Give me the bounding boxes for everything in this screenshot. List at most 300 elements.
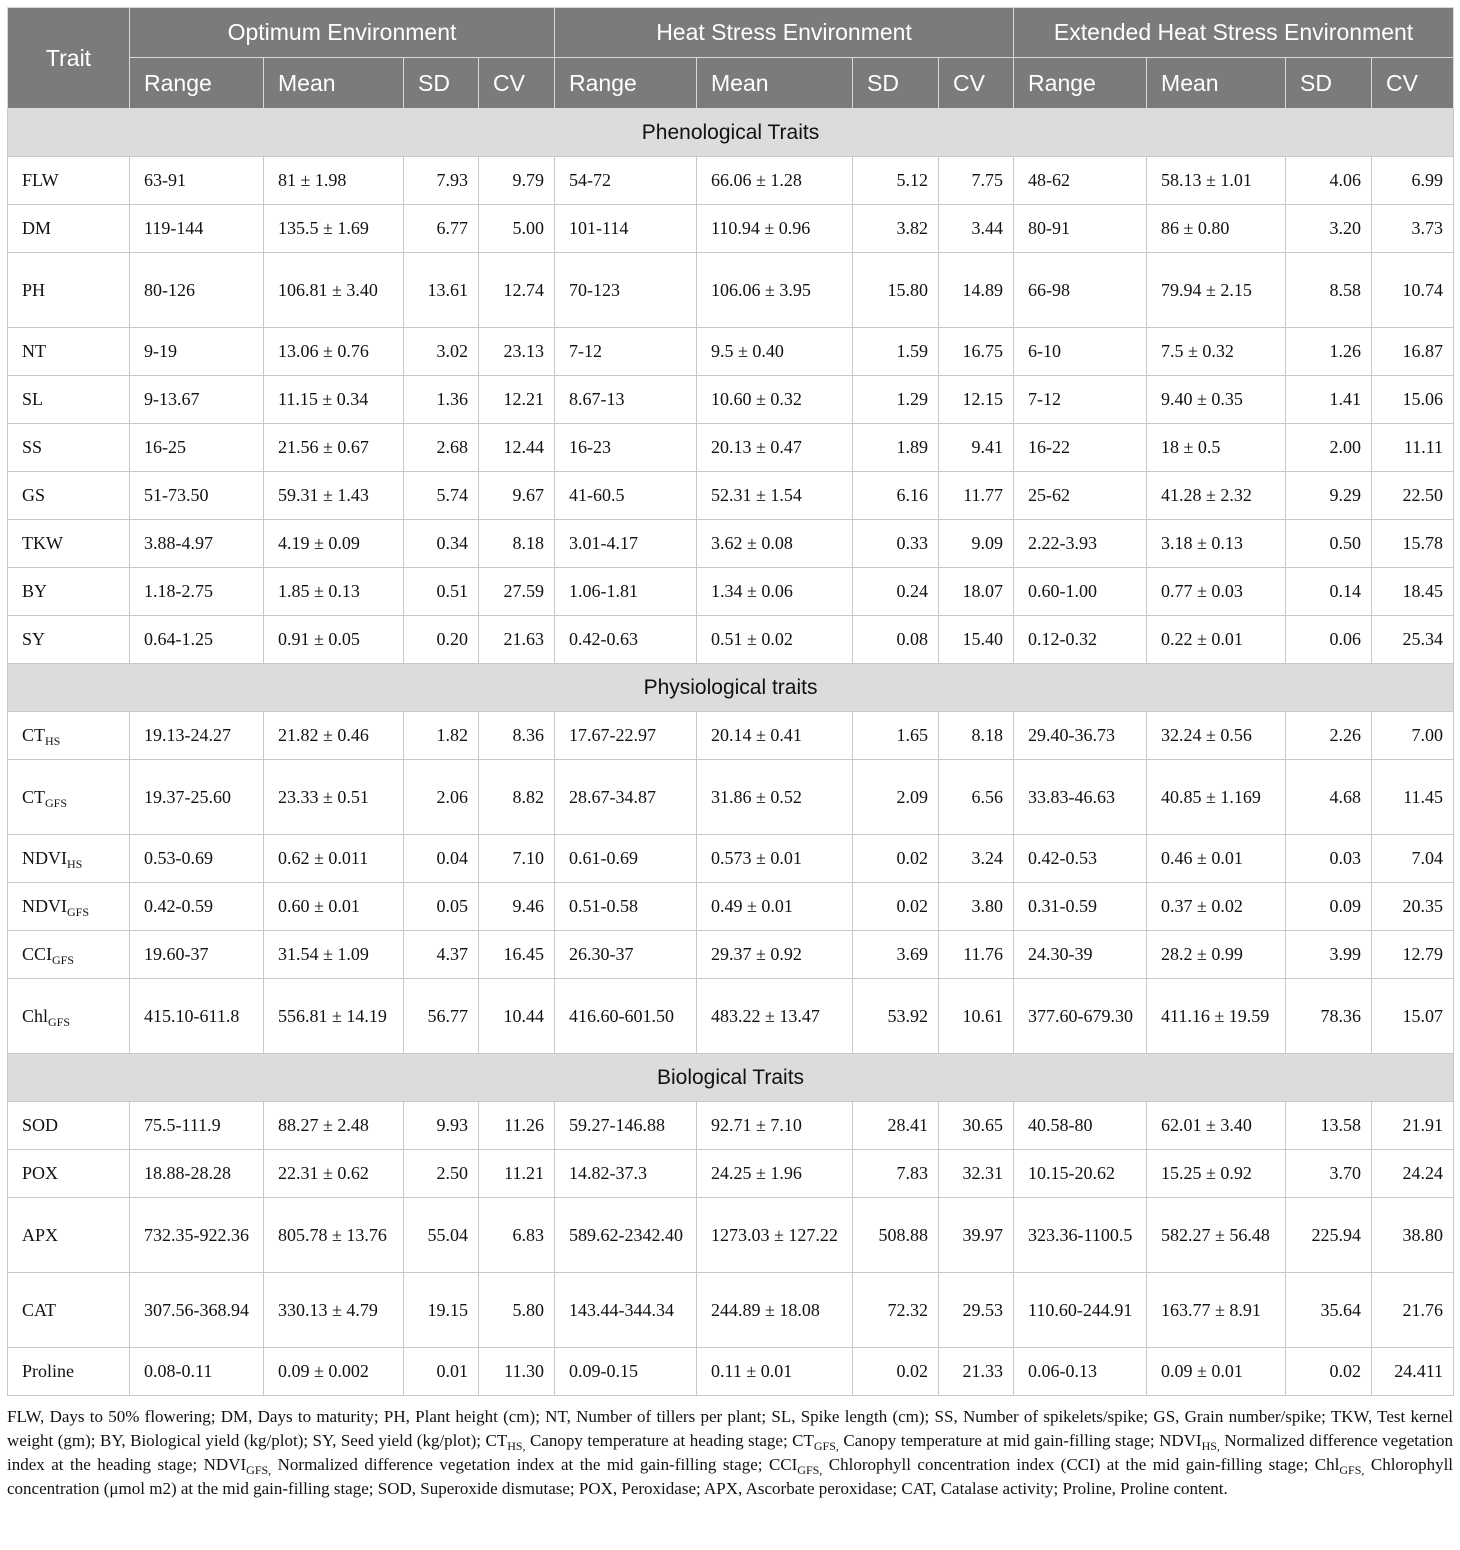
sd-cell: 7.93: [404, 157, 479, 205]
range-cell: 17.67-22.97: [555, 712, 697, 760]
range-cell: 732.35-922.36: [130, 1198, 264, 1273]
table-row: [8, 376, 1454, 424]
mean-cell: 10.60 ± 0.32: [697, 376, 853, 424]
sd-cell: 3.20: [1286, 205, 1372, 253]
cv-cell: 9.46: [479, 883, 555, 931]
cv-cell: 6.56: [939, 760, 1014, 835]
trait-name: SS: [22, 437, 43, 457]
sd-cell: 1.65: [853, 712, 939, 760]
sd-cell: 0.14: [1286, 568, 1372, 616]
header-sd: SD: [404, 58, 479, 109]
trait-name: Chl: [22, 1005, 49, 1026]
trait-cell: [8, 616, 130, 664]
range-cell: 80-126: [130, 253, 264, 328]
table-row: [8, 616, 1454, 664]
sd-cell: 2.50: [404, 1150, 479, 1198]
mean-cell: 0.46 ± 0.01: [1147, 835, 1286, 883]
mean-cell: 4.19 ± 0.09: [264, 520, 404, 568]
cv-cell: 11.11: [1372, 424, 1454, 472]
table-row: [8, 835, 1454, 883]
range-cell: 415.10-611.8: [130, 979, 264, 1054]
cv-cell: 11.21: [479, 1150, 555, 1198]
mean-cell: 20.13 ± 0.47: [697, 424, 853, 472]
sd-cell: 8.58: [1286, 253, 1372, 328]
trait-cell: [8, 253, 130, 328]
range-cell: 16-22: [1014, 424, 1147, 472]
sd-cell: 9.93: [404, 1102, 479, 1150]
cv-cell: 6.83: [479, 1198, 555, 1273]
cv-cell: 23.13: [479, 328, 555, 376]
sd-cell: 1.26: [1286, 328, 1372, 376]
trait-name: CCI: [22, 944, 53, 964]
trait-subscript: GFS: [67, 905, 90, 919]
range-cell: 0.51-0.58: [555, 883, 697, 931]
section-row: [8, 1054, 1454, 1102]
range-cell: 19.60-37: [130, 931, 264, 979]
sd-cell: 1.89: [853, 424, 939, 472]
sd-cell: 7.83: [853, 1150, 939, 1198]
header-trait: Trait: [8, 8, 130, 109]
mean-cell: 86 ± 0.80: [1147, 205, 1286, 253]
footnote-text: Normalized difference vegetation index at the mid gain-filling stage; CCI: [271, 1455, 798, 1474]
cv-cell: 3.80: [939, 883, 1014, 931]
cv-cell: 11.76: [939, 931, 1014, 979]
table-row: [8, 1348, 1454, 1396]
cv-cell: 15.07: [1372, 979, 1454, 1054]
cv-cell: 12.21: [479, 376, 555, 424]
section-row: [8, 109, 1454, 157]
sd-cell: 0.50: [1286, 520, 1372, 568]
range-cell: 0.09-0.15: [555, 1348, 697, 1396]
mean-cell: 81 ± 1.98: [264, 157, 404, 205]
sd-cell: 3.69: [853, 931, 939, 979]
header-cv: CV: [939, 58, 1014, 109]
table-row: [8, 1102, 1454, 1150]
sd-cell: 0.51: [404, 568, 479, 616]
mean-cell: 62.01 ± 3.40: [1147, 1102, 1286, 1150]
sd-cell: 0.20: [404, 616, 479, 664]
header-cv: CV: [1372, 58, 1454, 109]
mean-cell: 31.86 ± 0.52: [697, 760, 853, 835]
header-sd: SD: [853, 58, 939, 109]
mean-cell: 0.51 ± 0.02: [697, 616, 853, 664]
range-cell: 6-10: [1014, 328, 1147, 376]
range-cell: 307.56-368.94: [130, 1273, 264, 1348]
cv-cell: 29.53: [939, 1273, 1014, 1348]
range-cell: 33.83-46.63: [1014, 760, 1147, 835]
mean-cell: 3.62 ± 0.08: [697, 520, 853, 568]
table-row: [8, 931, 1454, 979]
mean-cell: 21.82 ± 0.46: [264, 712, 404, 760]
range-cell: 416.60-601.50: [555, 979, 697, 1054]
sd-cell: 3.70: [1286, 1150, 1372, 1198]
trait-cell: [8, 472, 130, 520]
range-cell: 589.62-2342.40: [555, 1198, 697, 1273]
range-cell: 7-12: [555, 328, 697, 376]
range-cell: 19.13-24.27: [130, 712, 264, 760]
cv-cell: 18.07: [939, 568, 1014, 616]
mean-cell: 7.5 ± 0.32: [1147, 328, 1286, 376]
range-cell: 0.53-0.69: [130, 835, 264, 883]
range-cell: 16-25: [130, 424, 264, 472]
range-cell: 16-23: [555, 424, 697, 472]
cv-cell: 3.73: [1372, 205, 1454, 253]
footnote-text: Canopy temperature at mid gain-filling stage; NDVI: [838, 1431, 1202, 1450]
cv-cell: 8.18: [939, 712, 1014, 760]
sd-cell: 2.26: [1286, 712, 1372, 760]
sd-cell: 2.68: [404, 424, 479, 472]
header-heat-stress-environment: Heat Stress Environment: [555, 8, 1014, 58]
trait-name: SY: [22, 629, 46, 649]
cv-cell: 21.76: [1372, 1273, 1454, 1348]
mean-cell: 40.85 ± 1.169: [1147, 760, 1286, 835]
cv-cell: 15.40: [939, 616, 1014, 664]
table-row: [8, 328, 1454, 376]
footnote-subscript: GFS,: [246, 1463, 272, 1477]
sd-cell: 2.06: [404, 760, 479, 835]
cv-cell: 22.50: [1372, 472, 1454, 520]
mean-cell: 244.89 ± 18.08: [697, 1273, 853, 1348]
footnote-subscript: HS,: [507, 1439, 526, 1453]
trait-cell: [8, 931, 130, 979]
table-row: [8, 253, 1454, 328]
table-footnote: [7, 1405, 1453, 1501]
sd-cell: 1.36: [404, 376, 479, 424]
cv-cell: 16.75: [939, 328, 1014, 376]
range-cell: 9-19: [130, 328, 264, 376]
footnote-text: FLW, Days to 50% flowering; DM, Days to maturity; PH, Plant height (cm); NT, Number of tillers per plant; SL, Spike length (cm); SS, Number of spikelets/spike; GS, Grain number/spike; TKW, Test kernel weight (gm); BY, Biological yield (kg/plot); SY, Seed yield (kg/plot); CT: [7, 1407, 1453, 1450]
range-cell: 48-62: [1014, 157, 1147, 205]
mean-cell: 15.25 ± 0.92: [1147, 1150, 1286, 1198]
range-cell: 0.31-0.59: [1014, 883, 1147, 931]
trait-name: PH: [22, 279, 46, 300]
cv-cell: 9.79: [479, 157, 555, 205]
table-row: [8, 760, 1454, 835]
mean-cell: 330.13 ± 4.79: [264, 1273, 404, 1348]
trait-subscript: GFS: [48, 1014, 71, 1029]
cv-cell: 5.80: [479, 1273, 555, 1348]
mean-cell: 0.37 ± 0.02: [1147, 883, 1286, 931]
table-row: [8, 520, 1454, 568]
header-optimum-environment: Optimum Environment: [130, 8, 555, 58]
trait-name: CT: [22, 786, 46, 807]
header-range: Range: [555, 58, 697, 109]
sd-cell: 19.15: [404, 1273, 479, 1348]
sd-cell: 1.82: [404, 712, 479, 760]
range-cell: 26.30-37: [555, 931, 697, 979]
cv-cell: 14.89: [939, 253, 1014, 328]
mean-cell: 0.77 ± 0.03: [1147, 568, 1286, 616]
mean-cell: 79.94 ± 2.15: [1147, 253, 1286, 328]
range-cell: 75.5-111.9: [130, 1102, 264, 1150]
footnote-text: Canopy temperature at heading stage; CT: [525, 1431, 814, 1450]
mean-cell: 0.60 ± 0.01: [264, 883, 404, 931]
cv-cell: 8.82: [479, 760, 555, 835]
cv-cell: 10.74: [1372, 253, 1454, 328]
trait-cell: [8, 1348, 130, 1396]
trait-cell: [8, 1273, 130, 1348]
mean-cell: 92.71 ± 7.10: [697, 1102, 853, 1150]
cv-cell: 11.30: [479, 1348, 555, 1396]
sd-cell: 0.02: [1286, 1348, 1372, 1396]
mean-cell: 59.31 ± 1.43: [264, 472, 404, 520]
table-row: [8, 1198, 1454, 1273]
sd-cell: 225.94: [1286, 1198, 1372, 1273]
cv-cell: 6.99: [1372, 157, 1454, 205]
sd-cell: 0.09: [1286, 883, 1372, 931]
cv-cell: 12.44: [479, 424, 555, 472]
sd-cell: 13.61: [404, 253, 479, 328]
trait-name: TKW: [22, 533, 63, 553]
sd-cell: 4.06: [1286, 157, 1372, 205]
mean-cell: 0.11 ± 0.01: [697, 1348, 853, 1396]
sd-cell: 508.88: [853, 1198, 939, 1273]
trait-name: GS: [22, 485, 46, 505]
header-mean: Mean: [697, 58, 853, 109]
range-cell: 323.36-1100.5: [1014, 1198, 1147, 1273]
cv-cell: 7.10: [479, 835, 555, 883]
header-mean: Mean: [1147, 58, 1286, 109]
table-row: [8, 979, 1454, 1054]
mean-cell: 88.27 ± 2.48: [264, 1102, 404, 1150]
table-row: [8, 1273, 1454, 1348]
cv-cell: 9.67: [479, 472, 555, 520]
trait-subscript: GFS: [45, 795, 68, 810]
range-cell: 1.06-1.81: [555, 568, 697, 616]
range-cell: 9-13.67: [130, 376, 264, 424]
mean-cell: 31.54 ± 1.09: [264, 931, 404, 979]
cv-cell: 12.74: [479, 253, 555, 328]
sd-cell: 3.99: [1286, 931, 1372, 979]
cv-cell: 5.00: [479, 205, 555, 253]
sd-cell: 0.02: [853, 883, 939, 931]
sd-cell: 2.00: [1286, 424, 1372, 472]
sd-cell: 0.04: [404, 835, 479, 883]
table-row: [8, 883, 1454, 931]
mean-cell: 1273.03 ± 127.22: [697, 1198, 853, 1273]
sd-cell: 0.03: [1286, 835, 1372, 883]
mean-cell: 556.81 ± 14.19: [264, 979, 404, 1054]
cv-cell: 39.97: [939, 1198, 1014, 1273]
trait-subscript: HS: [45, 734, 61, 748]
cv-cell: 27.59: [479, 568, 555, 616]
footnote-subscript: GFS,: [813, 1439, 839, 1453]
trait-cell: [8, 883, 130, 931]
footnote-text: Chlorophyll concentration index (CCI) at the mid gain-filling stage; Chl: [822, 1455, 1340, 1474]
sd-cell: 9.29: [1286, 472, 1372, 520]
range-cell: 3.01-4.17: [555, 520, 697, 568]
section-row: [8, 664, 1454, 712]
footnote-text: Chlorophyll concentration (μmol m2) at the mid gain-filling stage; SOD, Superoxide dismutase; POX, Peroxidase; APX, Ascorbate peroxidase; CAT, Catalase activity; Proline, Proline content.: [7, 1455, 1454, 1498]
sd-cell: 0.34: [404, 520, 479, 568]
section-title: Biological Traits: [8, 1054, 1454, 1102]
range-cell: 0.42-0.53: [1014, 835, 1147, 883]
mean-cell: 29.37 ± 0.92: [697, 931, 853, 979]
mean-cell: 411.16 ± 19.59: [1147, 979, 1286, 1054]
mean-cell: 582.27 ± 56.48: [1147, 1198, 1286, 1273]
sd-cell: 0.02: [853, 835, 939, 883]
range-cell: 80-91: [1014, 205, 1147, 253]
cv-cell: 24.411: [1372, 1348, 1454, 1396]
trait-name: SL: [22, 389, 44, 409]
mean-cell: 135.5 ± 1.69: [264, 205, 404, 253]
sd-cell: 0.06: [1286, 616, 1372, 664]
trait-name: CAT: [22, 1299, 57, 1320]
cv-cell: 7.04: [1372, 835, 1454, 883]
sd-cell: 3.02: [404, 328, 479, 376]
mean-cell: 11.15 ± 0.34: [264, 376, 404, 424]
cv-cell: 3.44: [939, 205, 1014, 253]
cv-cell: 9.41: [939, 424, 1014, 472]
range-cell: 51-73.50: [130, 472, 264, 520]
mean-cell: 106.06 ± 3.95: [697, 253, 853, 328]
range-cell: 2.22-3.93: [1014, 520, 1147, 568]
mean-cell: 163.77 ± 8.91: [1147, 1273, 1286, 1348]
cv-cell: 11.45: [1372, 760, 1454, 835]
table-row: [8, 472, 1454, 520]
cv-cell: 18.45: [1372, 568, 1454, 616]
range-cell: 18.88-28.28: [130, 1150, 264, 1198]
range-cell: 10.15-20.62: [1014, 1150, 1147, 1198]
cv-cell: 15.78: [1372, 520, 1454, 568]
range-cell: 59.27-146.88: [555, 1102, 697, 1150]
sd-cell: 0.24: [853, 568, 939, 616]
trait-name: Proline: [22, 1361, 74, 1381]
range-cell: 41-60.5: [555, 472, 697, 520]
mean-cell: 0.91 ± 0.05: [264, 616, 404, 664]
footnote-text: Normalized difference vegetation index at the heading stage; NDVI: [7, 1431, 1453, 1474]
sd-cell: 56.77: [404, 979, 479, 1054]
cv-cell: 7.75: [939, 157, 1014, 205]
cv-cell: 25.34: [1372, 616, 1454, 664]
footnote-subscript: GFS,: [1339, 1463, 1365, 1477]
mean-cell: 0.62 ± 0.011: [264, 835, 404, 883]
trait-cell: [8, 376, 130, 424]
table-row: [8, 1150, 1454, 1198]
trait-cell: [8, 157, 130, 205]
range-cell: 63-91: [130, 157, 264, 205]
cv-cell: 20.35: [1372, 883, 1454, 931]
range-cell: 25-62: [1014, 472, 1147, 520]
section-title: Phenological Traits: [8, 109, 1454, 157]
footnote-subscript: GFS,: [797, 1463, 823, 1477]
cv-cell: 9.09: [939, 520, 1014, 568]
sd-cell: 6.77: [404, 205, 479, 253]
header-mean: Mean: [264, 58, 404, 109]
mean-cell: 0.22 ± 0.01: [1147, 616, 1286, 664]
trait-cell: [8, 520, 130, 568]
sd-cell: 5.12: [853, 157, 939, 205]
trait-cell: [8, 1102, 130, 1150]
mean-cell: 0.09 ± 0.002: [264, 1348, 404, 1396]
cv-cell: 32.31: [939, 1150, 1014, 1198]
mean-cell: 0.573 ± 0.01: [697, 835, 853, 883]
range-cell: 0.12-0.32: [1014, 616, 1147, 664]
range-cell: 14.82-37.3: [555, 1150, 697, 1198]
mean-cell: 22.31 ± 0.62: [264, 1150, 404, 1198]
range-cell: 29.40-36.73: [1014, 712, 1147, 760]
header-cv: CV: [479, 58, 555, 109]
range-cell: 101-114: [555, 205, 697, 253]
range-cell: 8.67-13: [555, 376, 697, 424]
header-range: Range: [1014, 58, 1147, 109]
mean-cell: 483.22 ± 13.47: [697, 979, 853, 1054]
mean-cell: 23.33 ± 0.51: [264, 760, 404, 835]
range-cell: 28.67-34.87: [555, 760, 697, 835]
sd-cell: 6.16: [853, 472, 939, 520]
mean-cell: 0.49 ± 0.01: [697, 883, 853, 931]
cv-cell: 10.61: [939, 979, 1014, 1054]
trait-cell: [8, 1150, 130, 1198]
table-row: [8, 568, 1454, 616]
range-cell: 0.08-0.11: [130, 1348, 264, 1396]
mean-cell: 9.5 ± 0.40: [697, 328, 853, 376]
mean-cell: 58.13 ± 1.01: [1147, 157, 1286, 205]
table-row: [8, 712, 1454, 760]
table-figure: [7, 7, 1453, 1501]
sd-cell: 0.08: [853, 616, 939, 664]
mean-cell: 32.24 ± 0.56: [1147, 712, 1286, 760]
sd-cell: 2.09: [853, 760, 939, 835]
cv-cell: 21.91: [1372, 1102, 1454, 1150]
trait-name: NT: [22, 341, 46, 361]
trait-name: NDVI: [22, 896, 67, 916]
sd-cell: 0.02: [853, 1348, 939, 1396]
trait-cell: [8, 712, 130, 760]
range-cell: 0.64-1.25: [130, 616, 264, 664]
range-cell: 0.06-0.13: [1014, 1348, 1147, 1396]
trait-name: SOD: [22, 1115, 59, 1135]
cv-cell: 8.18: [479, 520, 555, 568]
header-extended-heat-stress-environment: Extended Heat Stress Environment: [1014, 8, 1454, 58]
sd-cell: 5.74: [404, 472, 479, 520]
sd-cell: 1.29: [853, 376, 939, 424]
range-cell: 7-12: [1014, 376, 1147, 424]
cv-cell: 30.65: [939, 1102, 1014, 1150]
sd-cell: 1.41: [1286, 376, 1372, 424]
range-cell: 66-98: [1014, 253, 1147, 328]
mean-cell: 0.09 ± 0.01: [1147, 1348, 1286, 1396]
range-cell: 0.60-1.00: [1014, 568, 1147, 616]
cv-cell: 24.24: [1372, 1150, 1454, 1198]
range-cell: 19.37-25.60: [130, 760, 264, 835]
sd-cell: 4.37: [404, 931, 479, 979]
cv-cell: 21.33: [939, 1348, 1014, 1396]
range-cell: 143.44-344.34: [555, 1273, 697, 1348]
mean-cell: 21.56 ± 0.67: [264, 424, 404, 472]
trait-subscript: GFS: [52, 953, 75, 967]
cv-cell: 11.77: [939, 472, 1014, 520]
range-cell: 3.88-4.97: [130, 520, 264, 568]
range-cell: 70-123: [555, 253, 697, 328]
sd-cell: 0.33: [853, 520, 939, 568]
sd-cell: 13.58: [1286, 1102, 1372, 1150]
sd-cell: 15.80: [853, 253, 939, 328]
mean-cell: 110.94 ± 0.96: [697, 205, 853, 253]
cv-cell: 16.87: [1372, 328, 1454, 376]
mean-cell: 28.2 ± 0.99: [1147, 931, 1286, 979]
range-cell: 54-72: [555, 157, 697, 205]
trait-statistics-table: [7, 7, 1454, 1396]
trait-name: FLW: [22, 170, 59, 190]
sd-cell: 53.92: [853, 979, 939, 1054]
sd-cell: 78.36: [1286, 979, 1372, 1054]
trait-name: CT: [22, 725, 46, 745]
section-title: Physiological traits: [8, 664, 1454, 712]
trait-name: NDVI: [22, 848, 67, 868]
range-cell: 0.42-0.59: [130, 883, 264, 931]
trait-name: POX: [22, 1163, 59, 1183]
